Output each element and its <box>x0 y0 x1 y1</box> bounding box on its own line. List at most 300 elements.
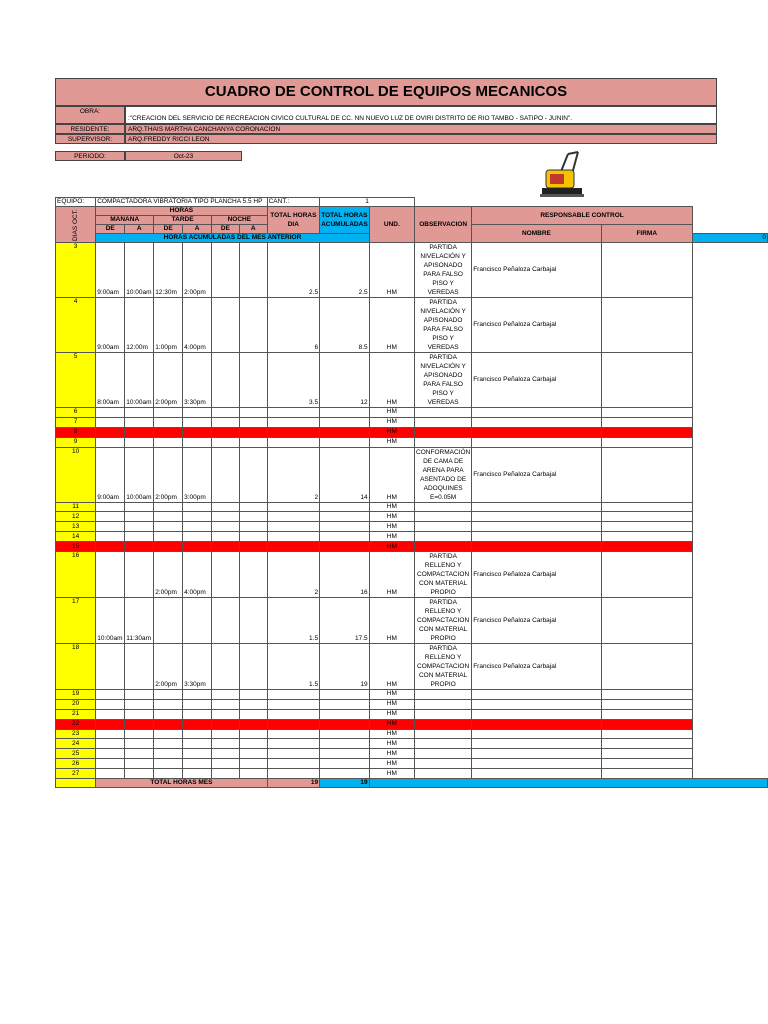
table-row <box>56 709 768 719</box>
time-cell <box>96 759 125 769</box>
table-row <box>56 512 768 522</box>
time-cell <box>212 447 240 502</box>
time-cell: 1:00pm <box>154 298 183 353</box>
firma-cell <box>601 243 692 298</box>
time-cell <box>212 769 240 779</box>
nombre-cell <box>472 437 601 447</box>
time-cell <box>239 353 267 408</box>
cant-value: 1 <box>320 198 415 207</box>
table-row <box>56 729 768 739</box>
nombre-cell <box>472 719 601 729</box>
total-horas-acum-cell <box>320 749 370 759</box>
time-cell <box>154 598 183 644</box>
time-cell <box>239 709 267 719</box>
und-cell: HM <box>369 522 414 532</box>
total-horas-dia-cell: 2 <box>267 447 319 502</box>
table-row <box>56 447 768 502</box>
time-cell: 3:00pm <box>183 447 212 502</box>
observacion-cell <box>415 522 472 532</box>
time-cell: 2:00pm <box>154 447 183 502</box>
time-cell <box>183 502 212 512</box>
time-cell <box>239 427 267 437</box>
und-cell: HM <box>369 542 414 552</box>
time-cell <box>212 417 240 427</box>
time-cell: 12:00m <box>125 298 154 353</box>
observacion-cell: PARTIDA NIVELACIÓN Y APISONADO PARA FALSO PISO Y VEREDAS <box>415 298 472 353</box>
total-mes-dia: 19 <box>267 779 319 788</box>
day-cell: 19 <box>56 690 96 700</box>
observacion-cell <box>415 709 472 719</box>
table-row <box>56 353 768 408</box>
nombre-header: NOMBRE <box>472 225 601 243</box>
time-cell <box>154 427 183 437</box>
table-row <box>56 408 768 418</box>
time-cell <box>212 598 240 644</box>
total-horas-acum-cell <box>320 699 370 709</box>
total-horas-acum-cell <box>320 427 370 437</box>
time-cell <box>239 542 267 552</box>
table-row <box>56 502 768 512</box>
firma-cell <box>601 532 692 542</box>
total-horas-acum-cell <box>320 759 370 769</box>
und-cell: HM <box>369 298 414 353</box>
time-cell <box>239 749 267 759</box>
table-row <box>56 749 768 759</box>
firma-cell <box>601 427 692 437</box>
time-cell <box>125 690 154 700</box>
observacion-cell <box>415 699 472 709</box>
und-cell: HM <box>369 749 414 759</box>
day-cell: 10 <box>56 447 96 502</box>
nombre-cell <box>472 769 601 779</box>
time-cell <box>154 769 183 779</box>
time-cell <box>154 512 183 522</box>
time-cell <box>125 719 154 729</box>
time-cell <box>212 759 240 769</box>
time-cell <box>96 699 125 709</box>
time-cell <box>96 729 125 739</box>
time-cell: 2:00pm <box>154 644 183 690</box>
observacion-cell: PARTIDA RELLENO Y COMPACTACION CON MATERIAL PROPIO <box>415 644 472 690</box>
total-horas-dia-cell <box>267 417 319 427</box>
equipo-label: EQUIPO: <box>56 198 96 207</box>
nombre-cell <box>472 408 601 418</box>
time-cell <box>96 769 125 779</box>
total-horas-acum-cell: 16 <box>320 552 370 598</box>
time-cell <box>96 408 125 418</box>
observacion-cell: PARTIDA NIVELACIÓN Y APISONADO PARA FALSO PISO Y VEREDAS <box>415 353 472 408</box>
firma-header: FIRMA <box>601 225 692 243</box>
und-cell: HM <box>369 644 414 690</box>
time-cell: 10:00am <box>125 243 154 298</box>
observacion-cell <box>415 427 472 437</box>
observacion-cell <box>415 512 472 522</box>
time-cell <box>154 408 183 418</box>
time-cell <box>125 699 154 709</box>
table-row <box>56 427 768 437</box>
time-cell <box>154 502 183 512</box>
nombre-cell <box>472 512 601 522</box>
time-cell <box>125 437 154 447</box>
time-cell <box>239 739 267 749</box>
und-cell: HM <box>369 739 414 749</box>
total-horas-dia-cell <box>267 408 319 418</box>
observacion-cell <box>415 437 472 447</box>
day-cell: 27 <box>56 769 96 779</box>
time-cell: 4:00pm <box>183 552 212 598</box>
total-horas-dia-cell <box>267 709 319 719</box>
time-cell <box>212 690 240 700</box>
total-mes-label: TOTAL HORAS MES <box>96 779 267 788</box>
total-horas-acum-cell <box>320 512 370 522</box>
residente-value: ARQ.THAIS MARTHA CANCHANYA CORONACION <box>125 124 717 134</box>
day-cell: 3 <box>56 243 96 298</box>
observacion-cell <box>415 542 472 552</box>
time-cell <box>154 437 183 447</box>
time-cell <box>183 437 212 447</box>
time-cell <box>212 729 240 739</box>
time-cell <box>96 749 125 759</box>
time-cell <box>239 598 267 644</box>
total-horas-dia-cell: 1.5 <box>267 598 319 644</box>
total-horas-acum-cell <box>320 719 370 729</box>
time-cell <box>154 759 183 769</box>
manana-header: MAÑANA <box>96 216 154 225</box>
und-cell: HM <box>369 769 414 779</box>
day-cell: 8 <box>56 427 96 437</box>
time-cell <box>96 417 125 427</box>
firma-cell <box>601 690 692 700</box>
nombre-cell: Francisco Peñaloza Carbajal <box>472 598 601 644</box>
noche-a-header: A <box>239 225 267 234</box>
total-horas-acum-cell <box>320 709 370 719</box>
time-cell <box>125 552 154 598</box>
firma-cell <box>601 759 692 769</box>
tarde-de-header: DE <box>154 225 183 234</box>
und-cell: HM <box>369 408 414 418</box>
und-cell: HM <box>369 243 414 298</box>
time-cell <box>125 739 154 749</box>
time-cell <box>212 532 240 542</box>
time-cell <box>183 512 212 522</box>
time-cell <box>239 298 267 353</box>
periodo-label: PERIODO: <box>55 151 125 161</box>
firma-cell <box>601 437 692 447</box>
observacion-cell: CONFORMACIÓN DE CAMA DE ARENA PARA ASENTADO DE ADOQUINES E=0.05M <box>416 448 471 501</box>
total-row <box>56 779 768 788</box>
firma-cell <box>601 644 692 690</box>
observacion-cell: PARTIDA NIVELACIÓN Y APISONADO PARA FALSO PISO Y VEREDAS <box>415 243 472 298</box>
total-horas-acum-cell <box>320 729 370 739</box>
time-cell: 11:30am <box>125 598 154 644</box>
nombre-cell <box>472 532 601 542</box>
und-cell: HM <box>369 502 414 512</box>
time-cell <box>154 729 183 739</box>
table-row <box>56 417 768 427</box>
observacion-cell <box>415 408 472 418</box>
time-cell <box>183 427 212 437</box>
nombre-cell <box>472 427 601 437</box>
total-horas-acum-cell: 14 <box>320 447 370 502</box>
total-horas-acum-cell: 2.5 <box>320 243 370 298</box>
table-row <box>56 644 768 690</box>
und-cell: HM <box>369 598 414 644</box>
day-cell: 17 <box>56 598 96 644</box>
time-cell <box>154 709 183 719</box>
time-cell: 2:00pm <box>154 552 183 598</box>
total-horas-dia-cell <box>267 542 319 552</box>
day-cell: 7 <box>56 417 96 427</box>
day-cell: 5 <box>56 353 96 408</box>
cant-label: CANT.: <box>267 198 319 207</box>
firma-cell <box>601 447 692 502</box>
und-cell: HM <box>369 552 414 598</box>
table-row <box>56 699 768 709</box>
time-cell: 9:00am <box>96 298 125 353</box>
time-cell <box>183 598 212 644</box>
table-row <box>56 532 768 542</box>
total-horas-dia-cell: 2 <box>267 552 319 598</box>
total-horas-dia-cell <box>267 719 319 729</box>
total-horas-acum-cell: 19 <box>320 644 370 690</box>
day-cell: 20 <box>56 699 96 709</box>
time-cell <box>239 699 267 709</box>
nombre-cell <box>472 502 601 512</box>
day-cell: 4 <box>56 298 96 353</box>
time-cell <box>96 644 125 690</box>
nombre-cell: Francisco Peñaloza Carbajal <box>472 447 601 502</box>
time-cell <box>183 522 212 532</box>
time-cell <box>239 243 267 298</box>
total-horas-acum-cell: 12 <box>320 353 370 408</box>
day-cell: 18 <box>56 644 96 690</box>
observacion-cell <box>415 749 472 759</box>
time-cell <box>154 542 183 552</box>
time-cell <box>239 759 267 769</box>
time-cell <box>183 690 212 700</box>
time-cell <box>183 699 212 709</box>
und-cell: HM <box>369 512 414 522</box>
firma-cell <box>601 749 692 759</box>
observacion-cell <box>415 759 472 769</box>
observacion-cell: PARTIDA RELLENO Y COMPACTACION CON MATERIAL PROPIO <box>415 552 472 598</box>
time-cell <box>96 427 125 437</box>
time-cell <box>125 759 154 769</box>
firma-cell <box>601 719 692 729</box>
observacion-cell <box>415 502 472 512</box>
time-cell <box>212 709 240 719</box>
firma-cell <box>601 598 692 644</box>
time-cell <box>239 719 267 729</box>
time-cell <box>96 552 125 598</box>
table-row <box>56 719 768 729</box>
und-cell: HM <box>369 709 414 719</box>
table-row <box>56 598 768 644</box>
nombre-cell: Francisco Peñaloza Carbajal <box>472 644 601 690</box>
total-horas-dia-cell <box>267 729 319 739</box>
time-cell <box>212 502 240 512</box>
und-cell: HM <box>369 437 414 447</box>
time-cell <box>125 408 154 418</box>
time-cell <box>183 719 212 729</box>
total-horas-acum-header: TOTAL HORAS ACUMULADAS <box>320 207 370 234</box>
total-horas-dia-cell <box>267 427 319 437</box>
time-cell: 12:30m <box>154 243 183 298</box>
time-cell <box>125 417 154 427</box>
total-horas-dia-cell <box>267 502 319 512</box>
document-title: CUADRO DE CONTROL DE EQUIPOS MECANICOS <box>55 78 717 106</box>
time-cell <box>125 749 154 759</box>
total-horas-dia-cell <box>267 739 319 749</box>
time-cell <box>154 699 183 709</box>
time-cell <box>239 417 267 427</box>
time-cell <box>96 709 125 719</box>
residente-label: RESIDENTE: <box>55 124 125 134</box>
nombre-cell: Francisco Peñaloza Carbajal <box>472 552 601 598</box>
table-row <box>56 298 768 353</box>
total-horas-dia-cell <box>267 759 319 769</box>
und-cell: HM <box>369 447 414 502</box>
day-cell <box>56 779 96 788</box>
day-cell: 6 <box>56 408 96 418</box>
time-cell <box>239 447 267 502</box>
tarde-header: TARDE <box>154 216 212 225</box>
total-horas-acum-cell <box>320 417 370 427</box>
table-row <box>56 542 768 552</box>
acum-anterior-label: HORAS ACUMULADAS DEL MES ANTERIOR <box>96 234 369 243</box>
und-cell: HM <box>369 690 414 700</box>
nombre-cell <box>472 417 601 427</box>
firma-cell <box>601 298 692 353</box>
time-cell: 3:30pm <box>183 353 212 408</box>
time-cell <box>125 729 154 739</box>
nombre-cell <box>472 709 601 719</box>
time-cell <box>154 532 183 542</box>
table-row <box>56 690 768 700</box>
time-cell <box>96 437 125 447</box>
time-cell <box>96 739 125 749</box>
time-cell: 4:00pm <box>183 298 212 353</box>
time-cell <box>183 729 212 739</box>
total-horas-acum-cell <box>320 522 370 532</box>
firma-cell <box>601 512 692 522</box>
day-cell: 22 <box>56 719 96 729</box>
total-horas-dia-cell: 6 <box>267 298 319 353</box>
und-cell: HM <box>369 729 414 739</box>
nombre-cell: Francisco Peñaloza Carbajal <box>472 243 601 298</box>
tarde-a-header: A <box>183 225 212 234</box>
time-cell <box>212 542 240 552</box>
observacion-cell <box>415 769 472 779</box>
time-cell <box>183 417 212 427</box>
time-cell <box>125 502 154 512</box>
time-cell <box>239 552 267 598</box>
observacion-cell: PARTIDA RELLENO Y COMPACTACION CON MATERIAL PROPIO <box>415 598 472 644</box>
nombre-cell <box>472 729 601 739</box>
time-cell <box>183 749 212 759</box>
nombre-cell <box>472 699 601 709</box>
firma-cell <box>601 522 692 532</box>
table-row <box>56 759 768 769</box>
time-cell <box>125 512 154 522</box>
time-cell <box>239 437 267 447</box>
responsable-header: RESPONSABLE CONTROL <box>472 207 693 225</box>
acum-anterior-value: 0 <box>692 234 767 243</box>
time-cell <box>183 739 212 749</box>
periodo-value: Oct-23 <box>125 151 242 161</box>
plate-compactor-icon <box>538 150 586 200</box>
time-cell: 8:00am <box>96 353 125 408</box>
nombre-cell <box>472 749 601 759</box>
day-cell: 11 <box>56 502 96 512</box>
day-cell: 15 <box>56 542 96 552</box>
time-cell <box>212 739 240 749</box>
nombre-cell <box>472 739 601 749</box>
observacion-cell <box>415 532 472 542</box>
day-cell: 25 <box>56 749 96 759</box>
time-cell <box>154 417 183 427</box>
time-cell <box>125 709 154 719</box>
total-horas-dia-cell <box>267 437 319 447</box>
time-cell: 9:00am <box>96 243 125 298</box>
firma-cell <box>601 353 692 408</box>
nombre-cell: Francisco Peñaloza Carbajal <box>472 298 601 353</box>
equipment-control-table <box>55 197 768 788</box>
time-cell <box>212 749 240 759</box>
day-cell: 23 <box>56 729 96 739</box>
total-horas-acum-cell <box>320 542 370 552</box>
time-cell <box>125 644 154 690</box>
time-cell <box>212 644 240 690</box>
total-horas-dia-cell: 1.5 <box>267 644 319 690</box>
firma-cell <box>601 769 692 779</box>
day-cell: 9 <box>56 437 96 447</box>
obra-value: :"CREACION DEL SERVICIO DE RECREACION CIVICO CULTURAL DE CC. NN NUEVO LUZ DE OVIRI DISTRITO DE RIO TAMBO - SATIPO - JUNIN". <box>125 106 717 124</box>
time-cell <box>212 353 240 408</box>
firma-cell <box>601 408 692 418</box>
und-cell: HM <box>369 699 414 709</box>
firma-cell <box>601 417 692 427</box>
und-cell: HM <box>369 417 414 427</box>
total-horas-dia-cell <box>267 690 319 700</box>
time-cell <box>125 427 154 437</box>
total-horas-acum-cell <box>320 437 370 447</box>
time-cell <box>183 769 212 779</box>
table-row <box>56 437 768 447</box>
observacion-cell <box>415 739 472 749</box>
table-row <box>56 739 768 749</box>
time-cell <box>239 532 267 542</box>
day-cell: 14 <box>56 532 96 542</box>
time-cell <box>212 699 240 709</box>
firma-cell <box>601 729 692 739</box>
supervisor-value: ARQ.FREDDY RICCI LEON <box>125 134 717 144</box>
nombre-cell <box>472 522 601 532</box>
time-cell <box>212 522 240 532</box>
und-cell: HM <box>369 353 414 408</box>
time-cell <box>212 719 240 729</box>
nombre-cell: Francisco Peñaloza Carbajal <box>472 353 601 408</box>
observacion-cell <box>415 719 472 729</box>
equipo-value: COMPACTADORA VIBRATORIA TIPO PLANCHA 5.5 HP <box>96 198 267 207</box>
total-horas-dia-cell: 3.5 <box>267 353 319 408</box>
noche-de-header: DE <box>212 225 240 234</box>
time-cell <box>239 408 267 418</box>
time-cell <box>239 729 267 739</box>
nombre-cell <box>472 542 601 552</box>
obra-label: OBRA: <box>55 106 125 124</box>
time-cell <box>183 709 212 719</box>
